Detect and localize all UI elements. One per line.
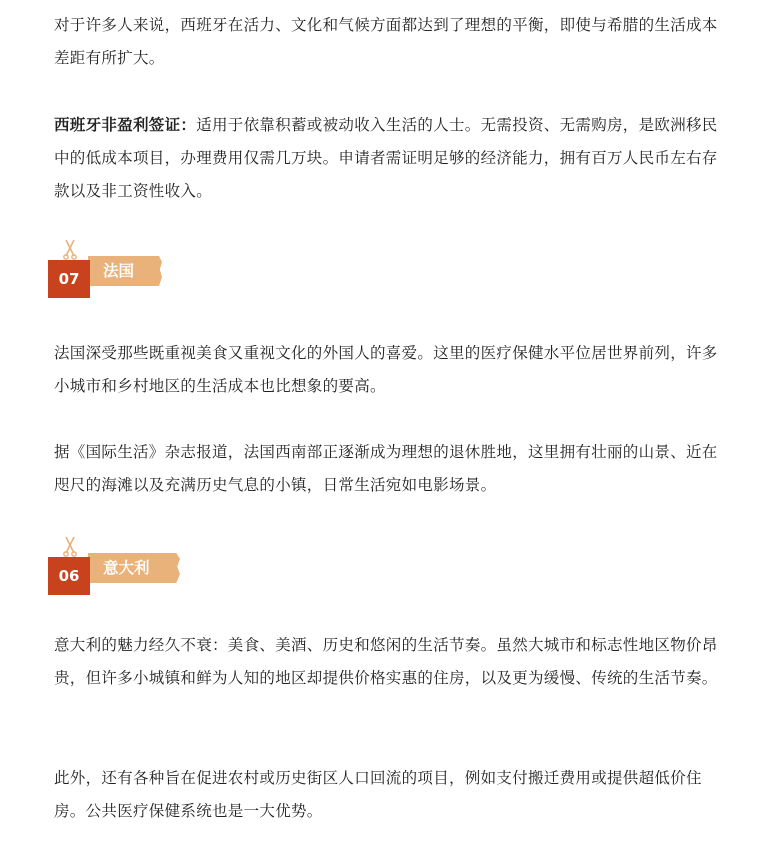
section-title: 法国 bbox=[103, 262, 135, 280]
france-paragraph-2: 据《国际生活》杂志报道，法国西南部正逐渐成为理想的退休胜地，这里拥有壮丽的山景、近在咫尺的海滩以及充满历史气息的小镇，日常生活宛如电影场景。 bbox=[54, 443, 718, 494]
scissors-clip-icon bbox=[62, 238, 78, 260]
section-header-italy bbox=[48, 543, 188, 601]
intro-paragraph: 对于许多人来说，西班牙在活力、文化和气候方面都达到了理想的平衡，即使与希腊的生活成本差距有所扩大。 bbox=[54, 16, 718, 67]
scissors-clip-icon bbox=[62, 535, 78, 557]
section-number: 07 bbox=[48, 260, 90, 298]
italy-paragraph-1: 意大利的魅力经久不衰：美食、美酒、历史和悠闲的生活节奏。虽然大城市和标志性地区物价昂贵，但许多小城镇和鲜为人知的地区却提供价格实惠的住房，以及更为缓慢、传统的生活节奏。 bbox=[54, 636, 718, 687]
section-header-france bbox=[48, 246, 168, 304]
visa-label: 西班牙非盈利签证： bbox=[54, 116, 197, 134]
france-paragraph-1: 法国深受那些既重视美食又重视文化的外国人的喜爱。这里的医疗保健水平位居世界前列，许多小城市和乡村地区的生活成本也比想象的要高。 bbox=[54, 344, 718, 395]
section-number: 06 bbox=[48, 557, 90, 595]
visa-text: 适用于依靠积蓄或被动收入生活的人士。无需投资、无需购房，是欧洲移民中的低成本项目，办理费用仅需几万块。申请者需证明足够的经济能力，拥有百万人民币左右存款以及非工资性收入。 bbox=[54, 116, 718, 200]
visa-paragraph bbox=[54, 109, 722, 208]
section-title: 意大利 bbox=[103, 559, 150, 577]
italy-paragraph-2: 此外，还有各种旨在促进农村或历史街区人口回流的项目，例如支付搬迁费用或提供超低价住房。公共医疗保健系统也是一大优势。 bbox=[54, 769, 702, 820]
